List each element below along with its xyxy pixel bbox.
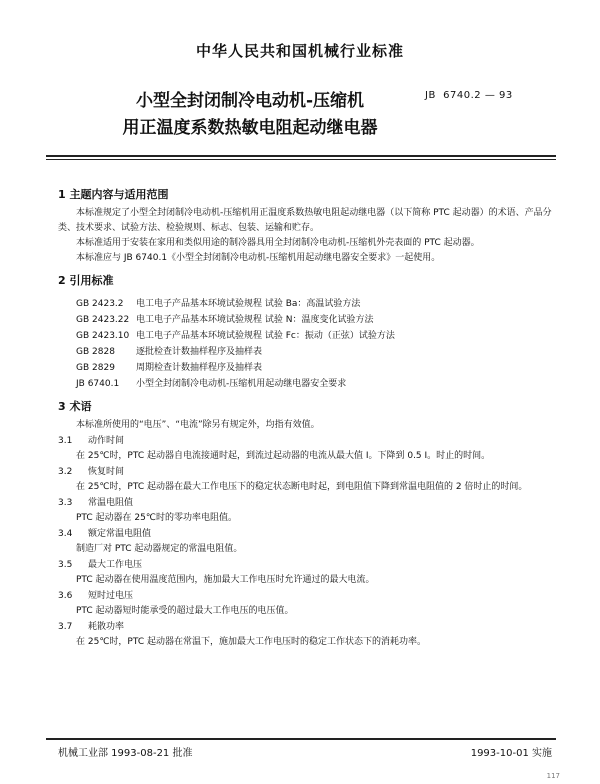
standard-code: JB 6740.2 — 93: [425, 90, 513, 101]
reference-item: [76, 344, 552, 360]
term-entry: [58, 433, 552, 464]
term-name: 短时过电压: [88, 591, 134, 601]
term-number: 3.2: [58, 467, 73, 477]
section-1-paragraph-1: 本标准规定了小型全封闭制冷电动机-压缩机用正温度系数热敏电阻起动继电器（以下简称 PTC 起动器）的术语、产品分类、技术要求、试验方法、检验规则、标志、包装、运输和贮存。: [58, 208, 552, 233]
header-rule: [46, 155, 556, 157]
reference-code: JB 6740.1: [76, 379, 120, 389]
term-entry: [58, 557, 552, 588]
section-3-intro: 本标准所使用的“电压”、“电流”除另有规定外，均指有效值。: [76, 420, 320, 430]
reference-item: [76, 296, 552, 312]
term-entry: [58, 464, 552, 495]
reference-title: 电工电子产品基本环境试验规程 试验 N：温度变化试验方法: [136, 315, 374, 325]
term-definition: 制造厂对 PTC 起动器规定的常温电阻值。: [76, 544, 243, 554]
title-line-1: 小型全封闭制冷电动机-压缩机: [135, 91, 365, 111]
term-definition: 在 25℃时，PTC 起动器在最大工作电压下的稳定状态断电时起，到电阻值下降到常温电阻值的 2 倍时止的时间。: [76, 482, 528, 492]
term-number: 3.7: [58, 622, 73, 632]
section-3-heading: 3 术语: [58, 400, 92, 413]
term-name: 最大工作电压: [88, 560, 143, 570]
term-definition: PTC 起动器在 25℃时的零功率电阻值。: [76, 513, 237, 523]
reference-code: GB 2829: [76, 363, 115, 373]
reference-item: [76, 360, 552, 376]
reference-code: GB 2423.10: [76, 331, 130, 341]
approval-date: 机械工业部 1993-08-21 批准: [58, 748, 193, 759]
term-number: 3.5: [58, 560, 73, 570]
term-number: 3.3: [58, 498, 73, 508]
section-2-heading: 2 引用标准: [58, 274, 114, 287]
header-rule-thin: [46, 159, 556, 160]
reference-title: 周期检查计数抽样程序及抽样表: [136, 363, 263, 373]
term-number: 3.6: [58, 591, 73, 601]
term-name: 动作时间: [88, 436, 125, 446]
term-entry: [58, 526, 552, 557]
term-name: 额定常温电阻值: [88, 529, 152, 539]
term-name: 耗散功率: [88, 622, 125, 632]
reference-title: 电工电子产品基本环境试验规程 试验 Fc：振动（正弦）试验方法: [136, 331, 395, 341]
term-name: 恢复时间: [88, 467, 125, 477]
reference-item: [76, 328, 552, 344]
term-number: 3.4: [58, 529, 73, 539]
reference-list: [76, 296, 552, 392]
term-number: 3.1: [58, 436, 73, 446]
reference-code: GB 2423.2: [76, 299, 124, 309]
reference-item: [76, 312, 552, 328]
reference-title: 电工电子产品基本环境试验规程 试验 Ba：高温试验方法: [136, 299, 361, 309]
reference-code: GB 2423.22: [76, 315, 130, 325]
reference-title: 逐批检查计数抽样程序及抽样表: [136, 347, 263, 357]
section-1-paragraph-3: 本标准应与 JB 6740.1《小型全封闭制冷电动机-压缩机用起动继电器安全要求》一起使用。: [76, 253, 441, 263]
section-1-heading: 1 主题内容与适用范围: [58, 188, 169, 201]
term-entry: [58, 588, 552, 619]
page-number: 117: [546, 772, 560, 780]
section-1-paragraph-2: 本标准适用于安装在家用和类似用途的制冷器具用全封闭制冷电动机-压缩机外壳表面的 PTC 起动器。: [76, 238, 480, 248]
footer-rule: [46, 738, 556, 740]
main-content: [58, 184, 552, 650]
term-definition: 在 25℃时，PTC 起动器在常温下，施加最大工作电压时的稳定工作状态下的消耗功率。: [76, 637, 426, 647]
term-entry: [58, 495, 552, 526]
implementation-date: 1993-10-01 实施: [470, 748, 552, 759]
reference-code: GB 2828: [76, 347, 115, 357]
term-entry: [58, 619, 552, 650]
term-name: 常温电阻值: [88, 498, 134, 508]
issuing-organization: 中华人民共和国机械行业标准: [195, 42, 404, 60]
document-title: [100, 88, 400, 142]
term-definition: PTC 起动器短时能承受的超过最大工作电压的电压值。: [76, 606, 294, 616]
reference-item: [76, 376, 552, 392]
title-line-2: 用正温度系数热敏电阻起动继电器: [122, 118, 378, 138]
term-definition: PTC 起动器在使用温度范围内，施加最大工作电压时允许通过的最大电流。: [76, 575, 375, 585]
term-definition: 在 25℃时，PTC 起动器自电流接通时起，到流过起动器的电流从最大值 I。下降到 0.5 I。时止的时间。: [76, 451, 491, 461]
reference-title: 小型全封闭制冷电动机-压缩机用起动继电器安全要求: [136, 379, 347, 389]
